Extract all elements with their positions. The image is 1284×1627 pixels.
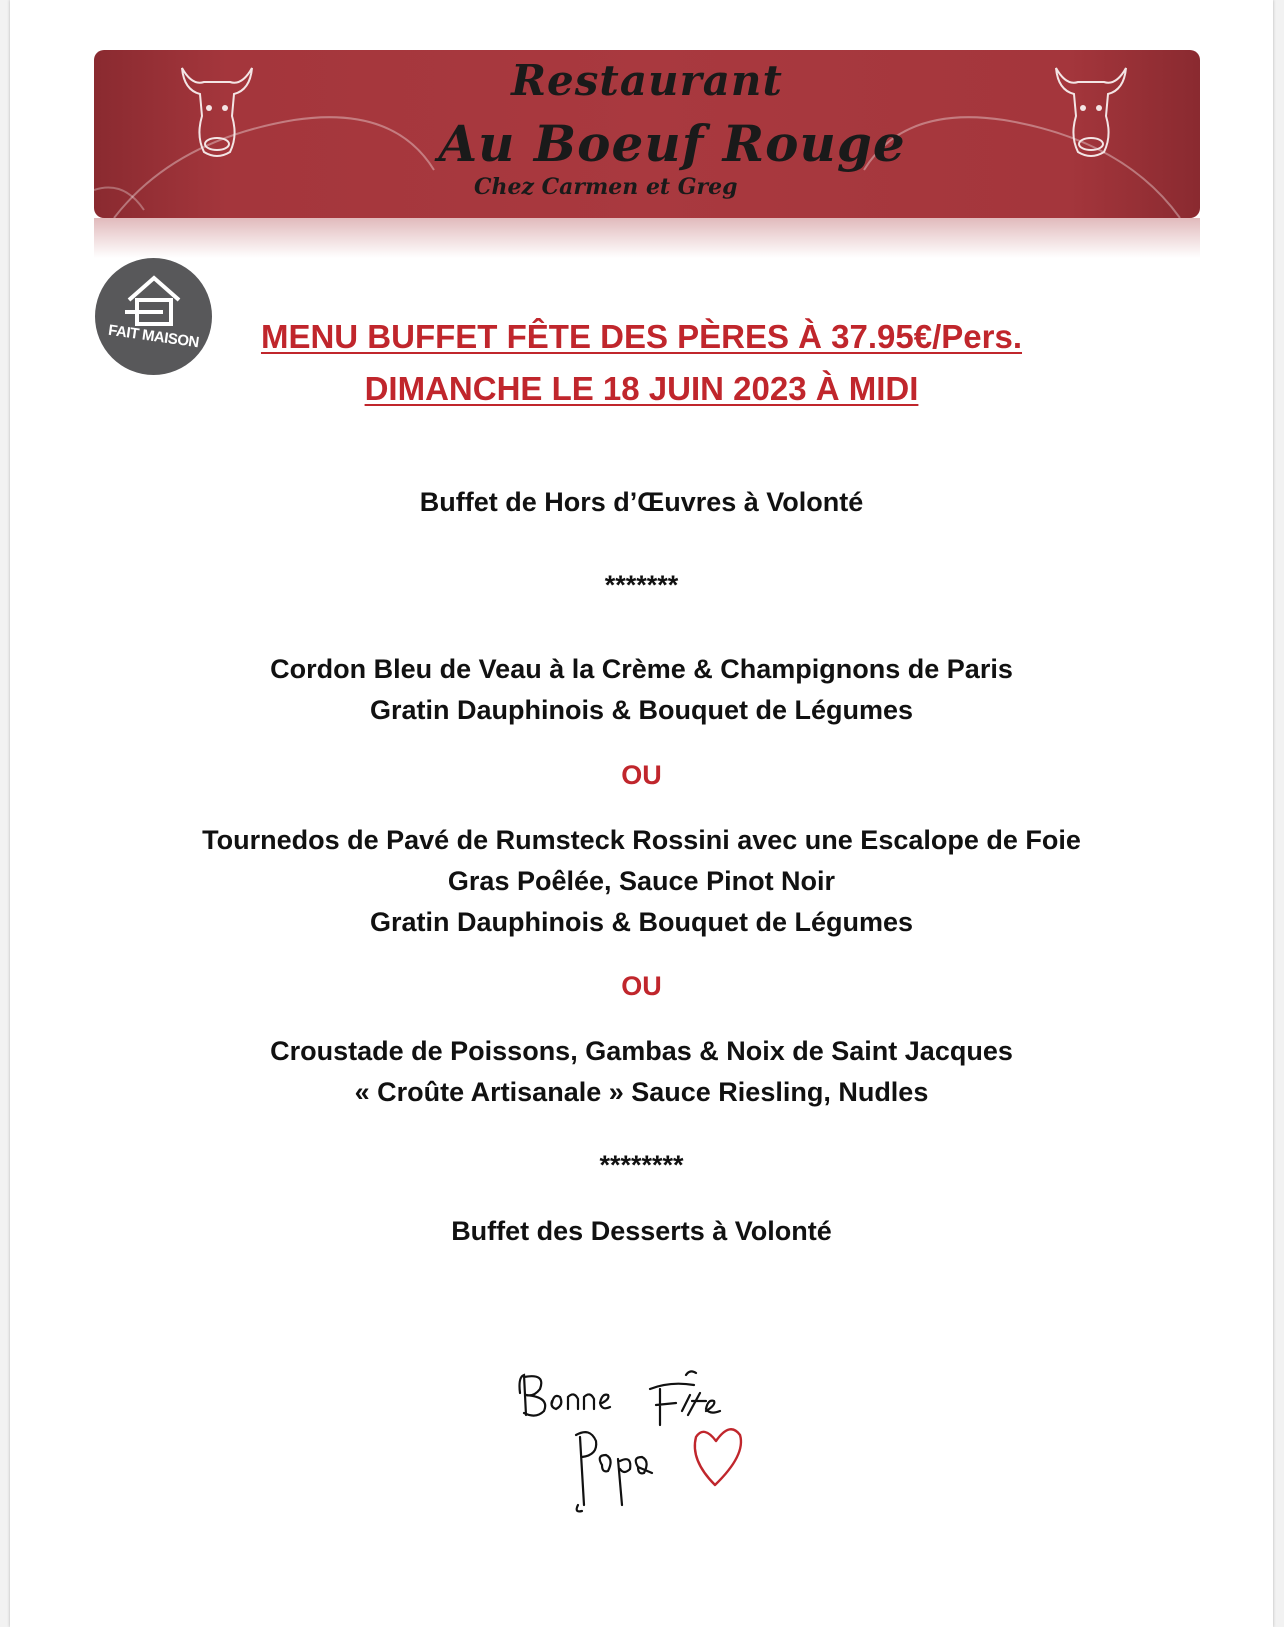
or-divider: OU bbox=[621, 971, 662, 1001]
option3-line1: Croustade de Poissons, Gambas & Noix de Saint Jacques bbox=[270, 1036, 1013, 1066]
menu-date: DIMANCHE LE 18 JUIN 2023 À MIDI bbox=[364, 370, 919, 407]
menu-page bbox=[10, 0, 1273, 1627]
option2-line3: Gratin Dauphinois & Bouquet de Légumes bbox=[369, 907, 914, 937]
dessert-line: Buffet des Desserts à Volonté bbox=[451, 1216, 832, 1246]
starter-line: Buffet de Hors d’Œuvres à Volonté bbox=[419, 487, 864, 517]
or-divider: OU bbox=[621, 760, 662, 790]
banner-restaurant-name: Au Boeuf Rouge bbox=[438, 114, 906, 173]
option2-line2: Gras Poêlée, Sauce Pinot Noir bbox=[447, 866, 836, 896]
fait-maison-badge bbox=[95, 258, 212, 375]
option3-line2: « Croûte Artisanale » Sauce Riesling, Nudles bbox=[354, 1077, 929, 1107]
separator-line: ******* bbox=[604, 570, 679, 600]
badge-label: FAIT MAISON bbox=[107, 321, 200, 352]
option2-line1: Tournedos de Pavé de Rumsteck Rossini avec une Escalope de Foie bbox=[202, 825, 1081, 855]
menu-title: MENU BUFFET FÊTE DES PÈRES À 37.95€/Pers. bbox=[260, 318, 1023, 355]
option1-line1: Cordon Bleu de Veau à la Crème & Champignons de Paris bbox=[270, 654, 1013, 684]
banner-owners: Chez Carmen et Greg bbox=[474, 174, 738, 200]
restaurant-banner bbox=[94, 50, 1200, 218]
banner-restaurant-label: Restaurant bbox=[511, 56, 783, 105]
handwritten-signature bbox=[510, 1355, 790, 1540]
separator-line: ******** bbox=[599, 1150, 684, 1180]
option1-line2: Gratin Dauphinois & Bouquet de Légumes bbox=[369, 695, 914, 725]
banner-reflection bbox=[94, 218, 1200, 258]
